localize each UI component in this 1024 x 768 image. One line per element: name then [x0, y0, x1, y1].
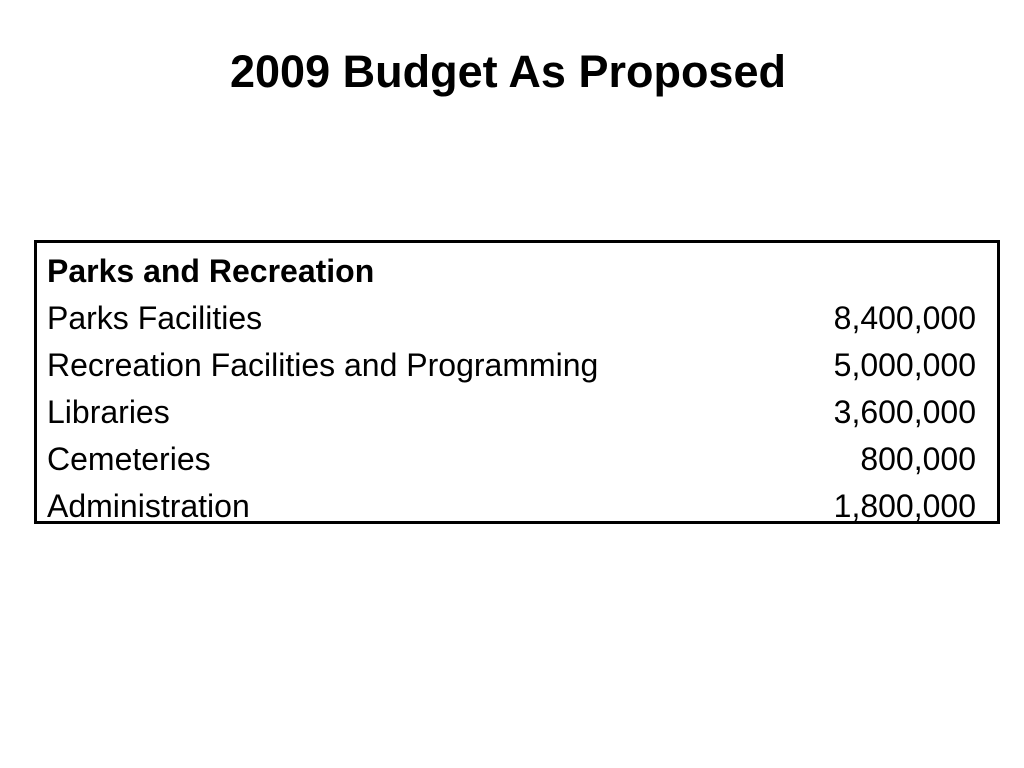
section-heading: Parks and Recreation: [47, 253, 375, 289]
budget-table-body: [37, 243, 997, 530]
row-label: Parks Facilities: [47, 300, 263, 336]
row-value: 8,400,000: [833, 300, 976, 336]
page-title: 2009 Budget As Proposed: [230, 46, 786, 97]
row-label: Libraries: [47, 394, 170, 430]
row-value: 5,000,000: [833, 347, 976, 383]
row-value: 3,600,000: [833, 394, 976, 430]
row-value: 800,000: [860, 441, 976, 477]
section-heading-row: [37, 248, 997, 295]
table-row: [37, 436, 997, 483]
table-row: [37, 389, 997, 436]
row-label: Recreation Facilities and Programming: [47, 347, 599, 383]
row-value: 1,800,000: [833, 488, 976, 524]
row-label: Cemeteries: [47, 441, 211, 477]
row-label: Administration: [47, 488, 250, 524]
table-row: [37, 483, 997, 530]
table-row: [37, 295, 997, 342]
table-row: [37, 342, 997, 389]
budget-table: [34, 240, 1000, 524]
